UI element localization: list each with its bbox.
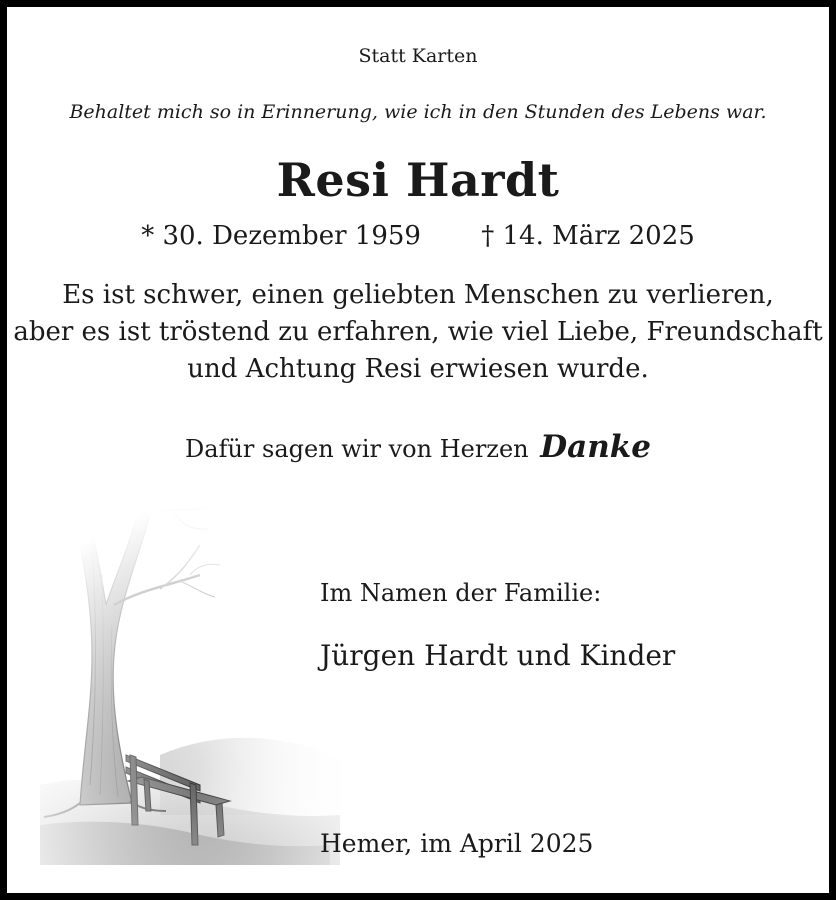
tree-and-bench-illustration <box>40 485 360 865</box>
signature-names: Jürgen Hardt und Kinder <box>320 639 676 672</box>
life-dates <box>7 221 829 251</box>
deceased-name: Resi Hardt <box>276 153 560 207</box>
condolence-text <box>7 277 829 388</box>
motto-quote: Behaltet mich so in Erinnerung, wie ich in den Stunden des Lebens war. <box>69 101 767 123</box>
signature-label: Im Namen der Familie: <box>320 579 602 607</box>
thanks-prefix: Dafür sagen wir von Herzen <box>185 435 529 463</box>
death-date: † 14. März 2025 <box>481 221 695 251</box>
place-and-date: Hemer, im April 2025 <box>320 829 594 858</box>
statt-karten-line: Statt Karten <box>358 45 478 67</box>
condolence-line-3: und Achtung Resi erwiesen wurde. <box>187 354 649 384</box>
thanks-word: Danke <box>540 429 651 465</box>
condolence-line-1: Es ist schwer, einen geliebten Menschen zu verlieren, <box>62 280 774 310</box>
thanks-line <box>7 429 829 465</box>
birth-date: * 30. Dezember 1959 <box>141 221 421 251</box>
condolence-line-2: aber es ist tröstend zu erfahren, wie viel Liebe, Freundschaft <box>13 317 823 347</box>
